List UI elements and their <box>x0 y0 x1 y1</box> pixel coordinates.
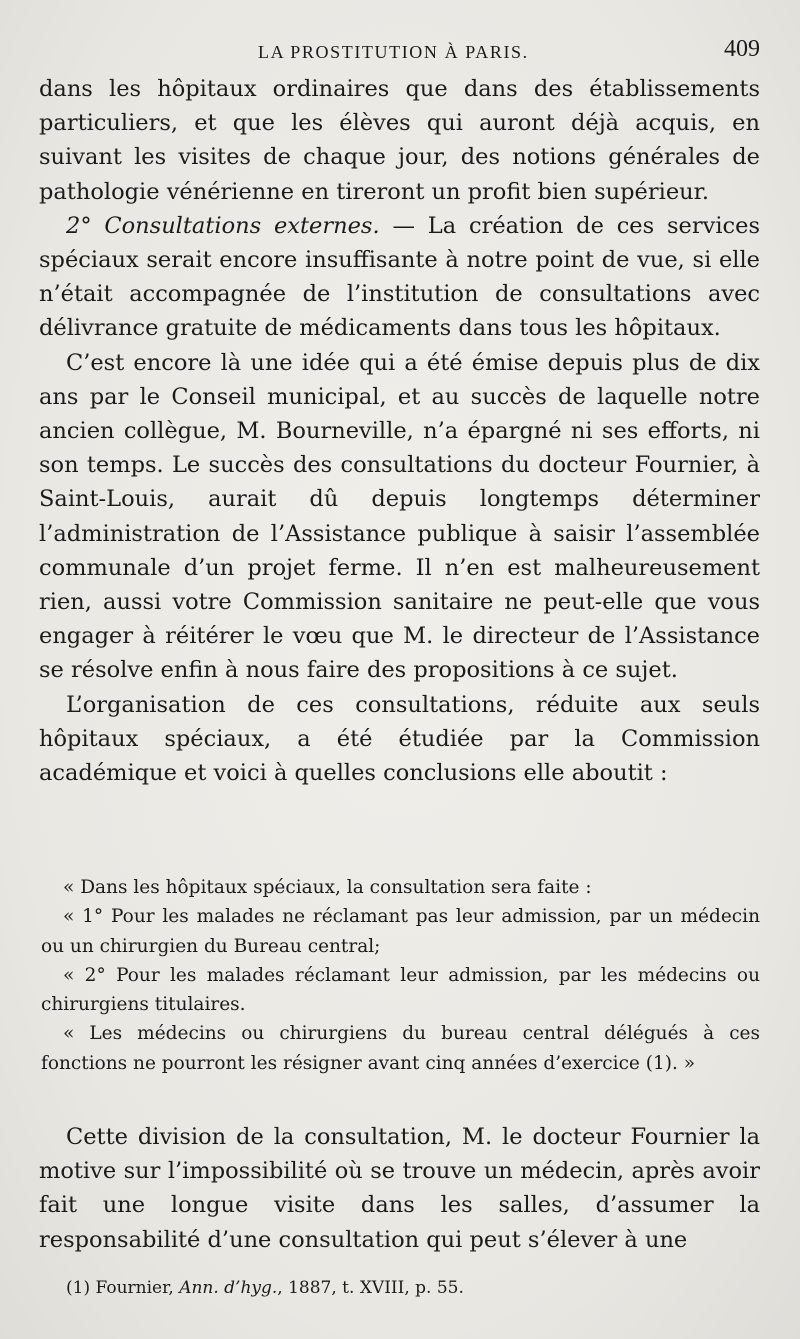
quote-line: « Les médecins ou chirurgiens du bureau central délégués à ces fonctions ne pourront les résigner avant cinq années d’exercice (1). » <box>41 1023 760 1074</box>
quote-line: « 2° Pour les malades réclamant leur admission, par les médecins ou chirurgiens titulaires. <box>41 964 760 1016</box>
closing-text <box>39 1120 760 1257</box>
page-number: 409 <box>724 36 760 62</box>
paragraph-division: Cette division de la consultation, M. le docteur Fournier la motive sur l’impossibilité où se trouve un médecin, après avoir fait une longue visite dans les salles, d’assumer la responsabilité d’une consultation qui peut s’élever à une <box>39 1124 760 1253</box>
running-header <box>0 36 800 68</box>
paragraph-conseil-municipal: C’est encore là une idée qui a été émise depuis plus de dix ans par le Conseil municipal, et au succès de laquelle notre ancien collègue, M. Bourneville, n’a épargné ni ses efforts, ni son temps. Le succès des consultations du docteur Fournier, à Saint-Louis, aurait dû depuis longtemps déterminer l’administration de l’Assistance publique à saisir l’assemblée communale d’un projet ferme. Il n’en est malheureusement rien, aussi votre Commission sanitaire ne peut-elle que vous engager à réitérer le vœu que M. le directeur de l’Assistance se résolve enfin à nous faire des propositions à ce sujet. <box>39 349 760 684</box>
footnote-marker: (1) Fournier, <box>66 1278 180 1298</box>
paragraph-consultations-externes <box>39 209 760 346</box>
paragraph-text: — La création de ces services spéciaux serait encore insuffisante à notre point de vue, si elle n’était accompagnée de l’institution de consultations avec délivrance gratuite de médicaments dans tous les hôpitaux. <box>39 212 760 342</box>
footnote <box>66 1276 464 1300</box>
running-title: LA PROSTITUTION À PARIS. <box>258 42 529 62</box>
paragraph-continuation: dans les hôpitaux ordinaires que dans des établissements particuliers, et que les élèves qui auront déjà acquis, en suivant les visites de chaque jour, des notions générales de pathologie vénérienne en tireront un profit bien supérieur. <box>39 76 760 205</box>
main-text <box>39 72 760 790</box>
section-label: 2° Consultations externes. <box>66 212 380 239</box>
paragraph-organisation: L’organisation de ces consultations, réduite aux seuls hôpitaux spéciaux, a été étudiée par la Commission académique et voici à quelles conclusions elle aboutit : <box>39 691 760 787</box>
quoted-conclusions <box>41 873 760 1078</box>
footnote-details: , 1887, t. XVIII, p. 55. <box>277 1278 464 1298</box>
quote-line: « Dans les hôpitaux spéciaux, la consultation sera faite : <box>63 877 592 898</box>
footnote-journal: Ann. d’hyg. <box>179 1278 278 1298</box>
quote-line: « 1° Pour les malades ne réclamant pas leur admission, par un médecin ou un chirurgien du Bureau central; <box>41 906 760 957</box>
